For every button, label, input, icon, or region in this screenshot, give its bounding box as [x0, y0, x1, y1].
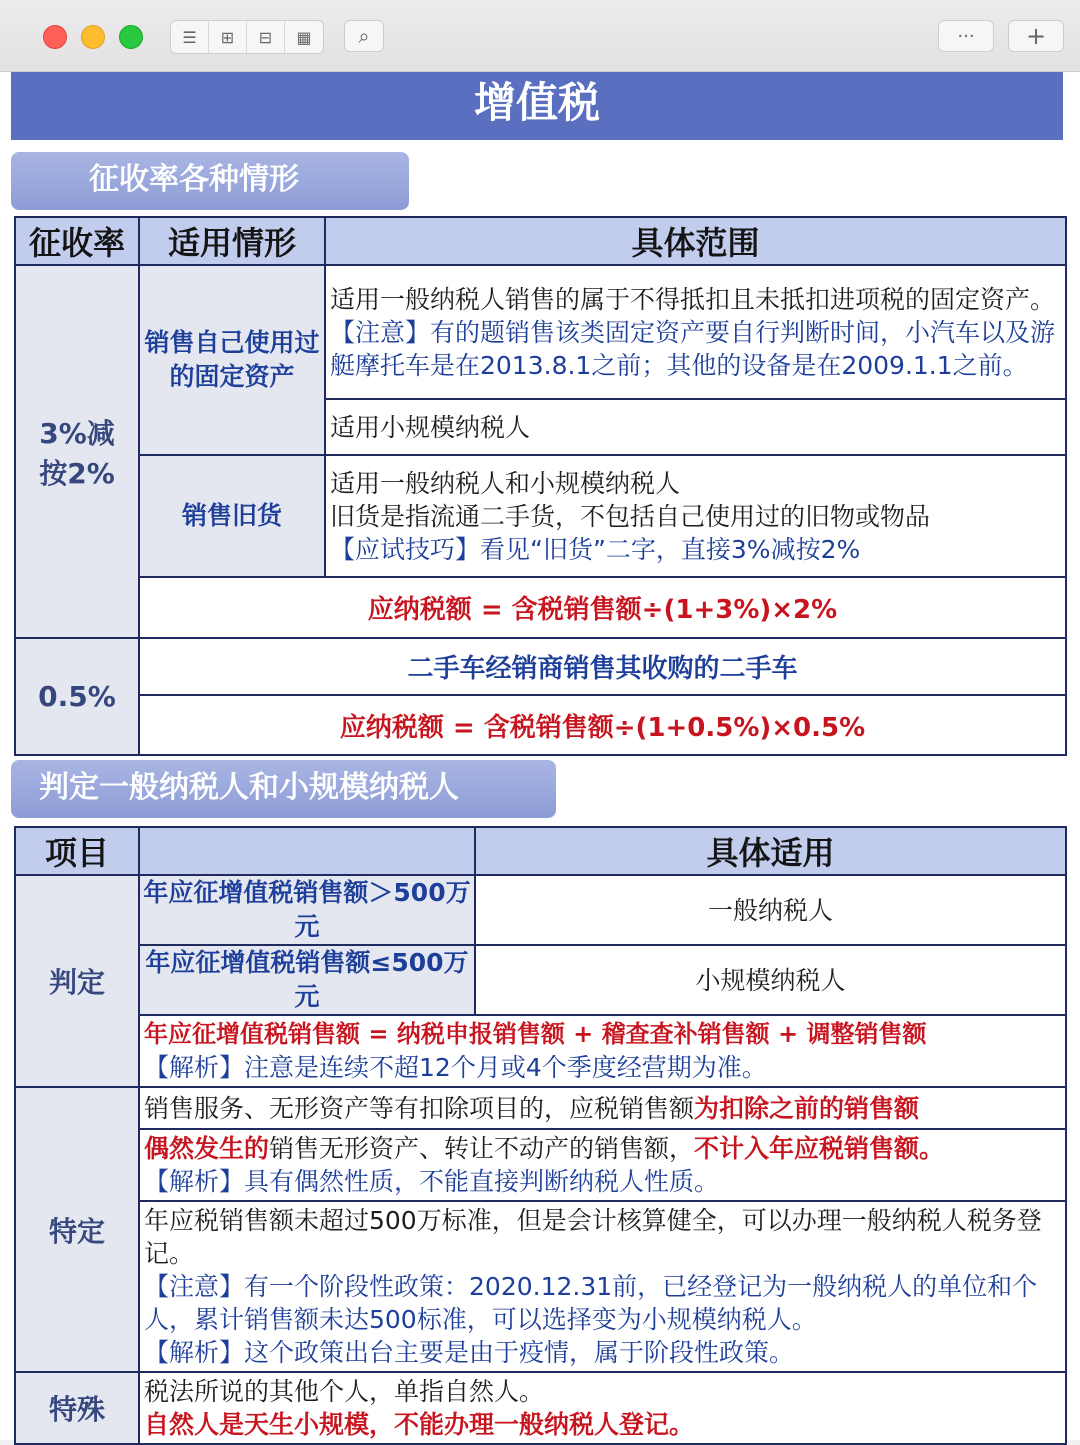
small-taxpayer-cell: 小规模纳税人	[475, 945, 1066, 1015]
car-dealer-cell: 二手车经销商销售其收购的二手车	[139, 638, 1066, 695]
fixed-note-text: 【注意】有的题销售该类固定资产要自行判断时间，小汽车以及游艇摩托车是在2013.8.1之前；其他的设备是在2009.1.1之前。	[330, 317, 1056, 380]
table-row	[15, 1087, 1066, 1129]
more-options-icon[interactable]: ···	[938, 20, 994, 52]
fixed-general-text: 适用一般纳税人销售的属于不得抵扣且未抵扣进项税的固定资产。	[330, 284, 1056, 314]
view-mode-group	[170, 20, 324, 54]
window-titlebar	[0, 0, 1080, 72]
used-line-1: 适用一般纳税人和小规模纳税人	[330, 468, 681, 498]
section-tab-taxpayer: 判定一般纳税人和小规模纳税人	[11, 760, 556, 818]
header-rate: 征收率	[15, 217, 139, 265]
special-text: 税法所说的其他个人，单指自然人。	[144, 1377, 545, 1406]
header-scope: 具体范围	[325, 217, 1066, 265]
formula-3-percent: 应纳税额 = 含税销售额÷(1+3%)×2%	[139, 577, 1066, 638]
close-window-button[interactable]	[43, 25, 67, 49]
formula-half-percent: 应纳税额 = 含税销售额÷(1+0.5%)×0.5%	[139, 695, 1066, 755]
situation-used-goods: 销售旧货	[139, 455, 325, 577]
fixed-small-cell: 适用小规模纳税人	[325, 399, 1066, 455]
map-view-icon[interactable]: ⊟	[247, 21, 285, 53]
table-row	[15, 695, 1066, 755]
occasional-text: 销售无形资产、转让不动产的销售额，	[269, 1134, 695, 1163]
rates-header-row	[15, 217, 1066, 265]
accounting-text: 年应税销售额未超过500万标准，但是会计核算健全，可以办理一般纳税人税务登记。	[144, 1206, 1042, 1268]
special-red: 自然人是天生小规模，不能办理一般纳税人登记。	[144, 1410, 695, 1439]
header-empty	[139, 827, 475, 875]
rates-table	[14, 216, 1067, 756]
table-row	[15, 1372, 1066, 1444]
add-icon[interactable]: +	[1008, 20, 1064, 52]
table-row	[15, 1015, 1066, 1087]
header-applicable: 具体适用	[475, 827, 1066, 875]
rate-half-percent: 0.5%	[15, 638, 139, 755]
table-row	[15, 265, 1066, 399]
occasional-cell	[139, 1129, 1066, 1201]
document-page	[0, 72, 1080, 1440]
section-tab-rates: 征收率各种情形	[11, 152, 409, 210]
occasional-analysis: 【解析】具有偶然性质，不能直接判断纳税人性质。	[144, 1167, 720, 1196]
occasional-red: 偶然发生的	[144, 1134, 270, 1163]
under-500-cell: 年应征增值税销售额≤500万元	[139, 945, 475, 1015]
used-line-2: 旧货是指流通二手货，不包括自己使用过的旧物或物品	[330, 501, 931, 531]
used-goods-cell	[325, 455, 1066, 577]
sales-analysis: 【解析】注意是连续不超12个月或4个季度经营期为准。	[144, 1053, 767, 1082]
list-view-icon[interactable]: ☰	[171, 21, 209, 53]
minimize-window-button[interactable]	[81, 25, 105, 49]
table-row	[15, 945, 1066, 1015]
general-taxpayer-cell: 一般纳税人	[475, 875, 1066, 945]
calendar-view-icon[interactable]: ▦	[296, 27, 312, 47]
used-tip: 【应试技巧】看见“旧货”二字，直接3%减按2%	[330, 534, 861, 564]
grid-view-icon[interactable]: ⊞	[209, 21, 247, 53]
specific-label: 特定	[15, 1087, 139, 1372]
sales-formula-cell	[139, 1015, 1066, 1087]
fixed-general-cell	[325, 265, 1066, 399]
special-cell	[139, 1372, 1066, 1444]
rate-3-to-2: 3%减按2%	[15, 265, 139, 638]
special-label: 特殊	[15, 1372, 139, 1444]
table-row	[15, 577, 1066, 638]
table-row	[15, 1201, 1066, 1372]
sales-formula: 年应征增值税销售额 = 纳税申报销售额 + 稽查查补销售额 + 调整销售额	[144, 1020, 927, 1048]
header-item: 项目	[15, 827, 139, 875]
taxpayer-header-row	[15, 827, 1066, 875]
page-title: 增值税	[11, 72, 1063, 140]
over-500-cell: 年应征增值税销售额＞500万元	[139, 875, 475, 945]
table-row	[15, 638, 1066, 695]
deduct-text: 销售服务、无形资产等有扣除项目的，应税销售额	[144, 1093, 695, 1123]
taxpayer-table	[14, 826, 1067, 1445]
deduct-red: 为扣除之前的销售额	[694, 1093, 920, 1123]
policy-note: 【注意】有一个阶段性政策：2020.12.31前，已经登记为一般纳税人的单位和个人，累计销售额未达500标准，可以选择变为小规模纳税人。	[144, 1272, 1038, 1334]
situation-fixed-assets: 销售自己使用过的固定资产	[139, 265, 325, 455]
table-row	[15, 1129, 1066, 1201]
table-row	[15, 455, 1066, 577]
accounting-cell	[139, 1201, 1066, 1372]
header-situation: 适用情形	[139, 217, 325, 265]
search-icon[interactable]: ⌕	[344, 20, 384, 52]
zoom-window-button[interactable]	[119, 25, 143, 49]
policy-analysis: 【解析】这个政策出台主要是由于疫情，属于阶段性政策。	[144, 1338, 795, 1367]
deduct-cell	[139, 1087, 1066, 1129]
table-row	[15, 875, 1066, 945]
judge-label: 判定	[15, 875, 139, 1087]
occasional-red-2: 不计入年应税销售额。	[694, 1134, 945, 1163]
